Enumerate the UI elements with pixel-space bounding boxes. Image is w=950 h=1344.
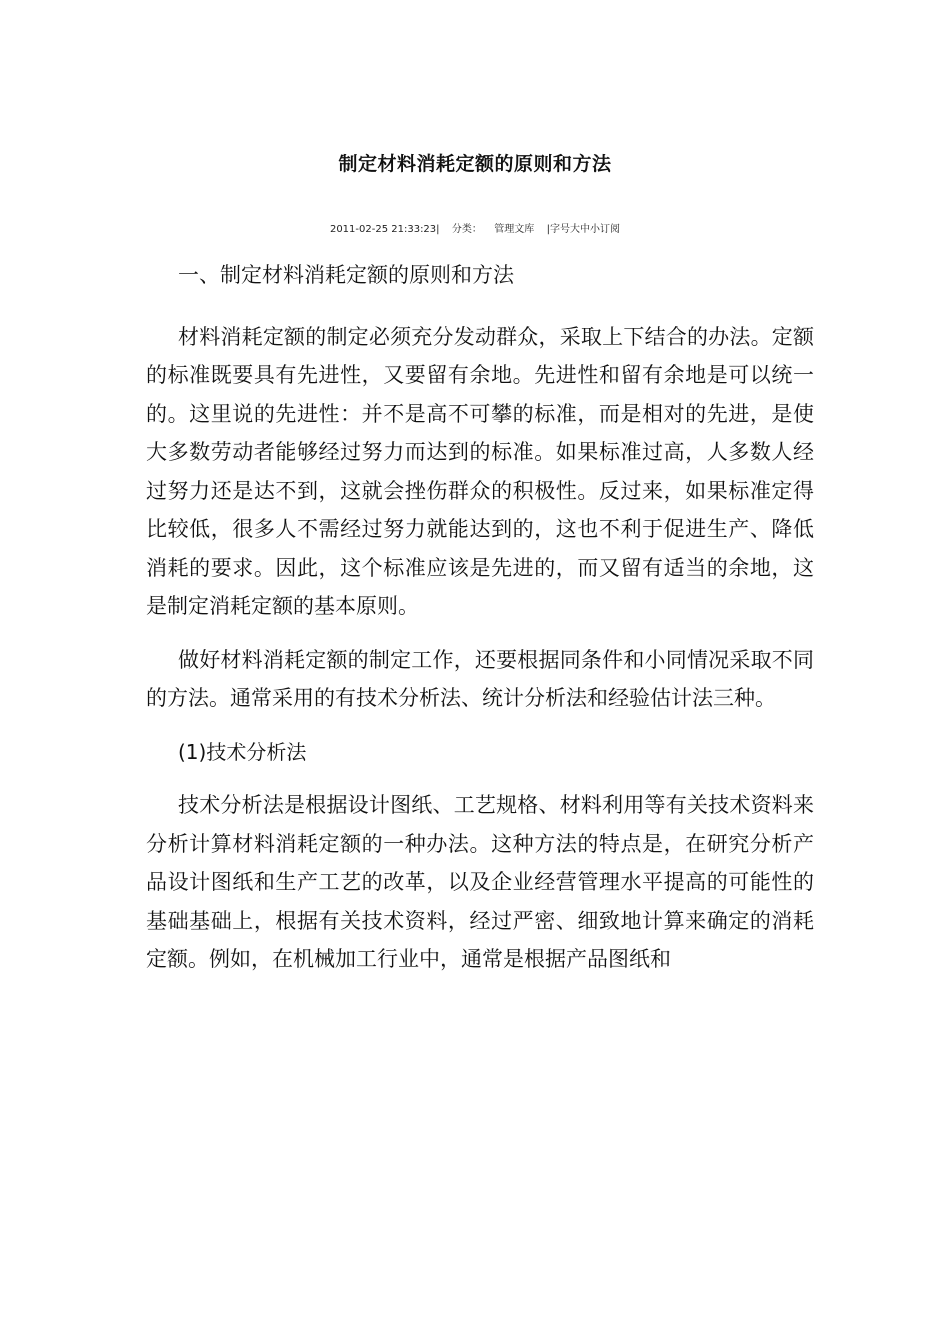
category-link[interactable]: 管理文库 [494, 224, 535, 235]
subheading-technical-analysis: (1)技术分析法 [178, 739, 307, 764]
paragraph-principles: 材料消耗定额的制定必须充分发动群众，采取上下结合的办法。定额的标准既要具有先进性，又要留有余地。先进性和留有余地是可以统一的。这里说的先进性：并不是高不可攀的标准，而是相对的先进，是使大多数劳动者能够经过努力而达到的标准。如果标准过高，人多数人经过努力还是达不到，这就会挫伤群众的积极性。反过来，如果标准定得比较低，很多人不需经过努力就能达到的，这也不利于促进生产、降低消耗的要求。因此，这个标准应该是先进的，而又留有适当的余地，这是制定消耗定额的基本原则。 [146, 324, 814, 618]
article-body [146, 256, 814, 994]
post-meta [0, 222, 950, 238]
post-datetime: 2011-02-25 21:33:23| [329, 224, 440, 235]
font-size-controls[interactable]: |字号大中小订阅 [546, 224, 621, 235]
paragraph-technical-analysis: 技术分析法是根据设计图纸、工艺规格、材料利用等有关技术资料来分析计算材料消耗定额的一种办法。这种方法的特点是，在研究分析产品设计图纸和生产工艺的改革，以及企业经营管理水平提高的可能性的基础基础上，根据有关技术资料，经过严密、细致地计算来确定的消耗定额。例如，在机械加工行业中，通常是根据产品图纸和 [146, 793, 814, 971]
paragraph-methods: 做好材料消耗定额的制定工作，还要根据同条件和小同情况采取不同的方法。通常采用的有技术分析法、统计分析法和经验估计法三种。 [146, 647, 814, 710]
category-label: 分类： [451, 224, 482, 235]
document-title: 制定材料消耗定额的原则和方法 [338, 153, 612, 175]
section-heading: 一、制定材料消耗定额的原则和方法 [178, 263, 514, 287]
